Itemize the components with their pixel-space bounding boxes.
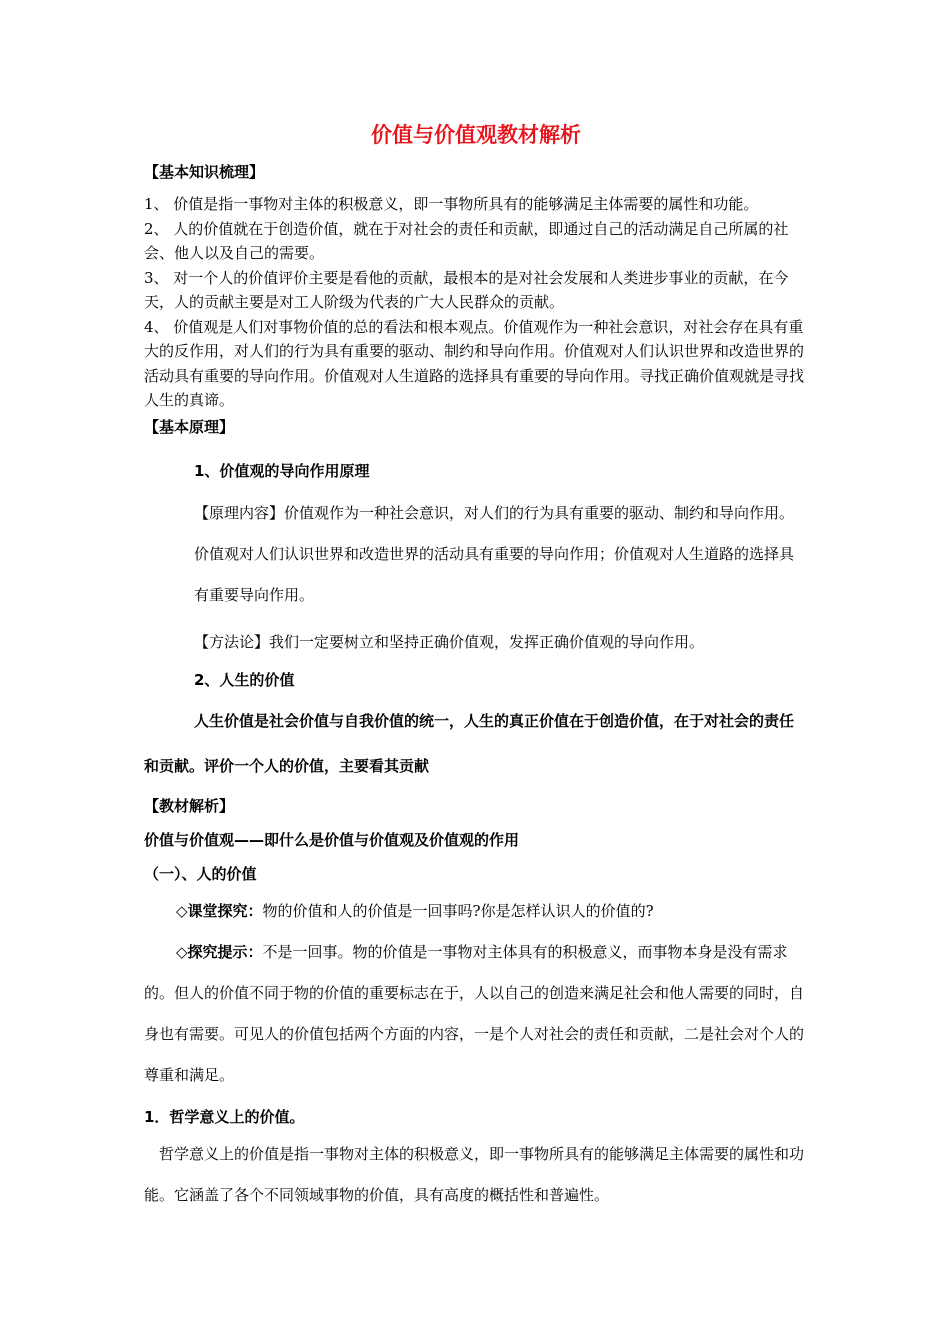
basic-item-4: 4、 价值观是人们对事物价值的总的看法和根本观点。价值观作为一种社会意识，对社会存在具有重大的反作用，对人们的行为具有重要的驱动、制约和导向作用。价值观对人们认识世界和改造世界的活动具有重要的导向作用。价值观对人生道路的选择具有重要的导向作用。寻找正确价值观就是寻找人生的真谛。 [144,317,805,409]
document-body [144,120,808,1216]
principle-2-content: 人生价值是社会价值与自我价值的统一，人生的真正价值在于创造价值，在于对社会的责任和贡献。评价一个人的价值，主要看其贡献 [144,711,795,775]
classroom-inquiry [144,891,808,932]
principle-1-method: 【方法论】我们一定要树立和坚持正确价值观，发挥正确价值观的导向作用。 [194,632,705,651]
inquiry-text: 物的价值和人的价值是一回事吗?你是怎样认识人的价值的? [262,901,654,920]
subsection-1-text: 哲学意义上的价值是指一事物对主体的积极意义，即一事物所具有的能够满足主体需要的属性和功能。它涵盖了各个不同领域事物的价值，具有高度的概括性和普遍性。 [144,1144,805,1204]
principle-1-content: 【原理内容】价值观作为一种社会意识，对人们的行为具有重要的驱动、制约和导向作用。价值观对人们认识世界和改造世界的活动具有重要的导向作用；价值观对人生道路的选择具有重要导向作用。 [194,503,795,604]
basic-item-3: 3、 对一个人的价值评价主要是看他的贡献，最根本的是对社会发展和人类进步事业的贡献，在今天，人的贡献主要是对工人阶级为代表的广大人民群众的贡献。 [144,268,789,311]
section-heading-basic-knowledge: 【基本知识梳理】 [144,163,265,181]
inquiry-hint [144,932,808,1096]
principle-1-title: 1、价值观的导向作用原理 [194,461,370,480]
part-heading-person-value: （一）、人的价值 [144,864,257,883]
section-heading-principle: 【基本原理】 [144,417,235,436]
principle-1-block [194,457,808,697]
document-title: 价值与价值观教材解析 [371,123,581,147]
inquiry-label: ◇课堂探究： [176,901,263,920]
basic-item-1: 1、 价值是指一事物对主体的积极意义，即一事物所具有的能够满足主体需要的属性和功能。 [144,195,759,213]
basic-item-2: 2、 人的价值就在于创造价值，就在于对社会的责任和贡献，即通过自己的活动满足自己所属的社会、他人以及自己的需要。 [144,219,789,262]
topic-heading: 价值与价值观——即什么是价值与价值观及价值观的作用 [144,830,520,849]
hint-text: 不是一回事。物的价值是一事物对主体具有的积极意义，而事物本身是没有需求的。但人的价值不同于物的价值的重要标志在于，人以自己的创造来满足社会和他人需要的同时，自身也有需要。可见人的价值包括两个方面的内容，一是个人对社会的责任和贡献，二是社会对个人的尊重和满足。 [144,942,805,1084]
hint-label: ◇探究提示： [176,942,263,961]
subsection-1-title: 1．哲学意义上的价值。 [144,1107,305,1126]
principle-2-title: 2、人生的价值 [194,670,295,689]
section-heading-textbook: 【教材解析】 [144,796,235,815]
